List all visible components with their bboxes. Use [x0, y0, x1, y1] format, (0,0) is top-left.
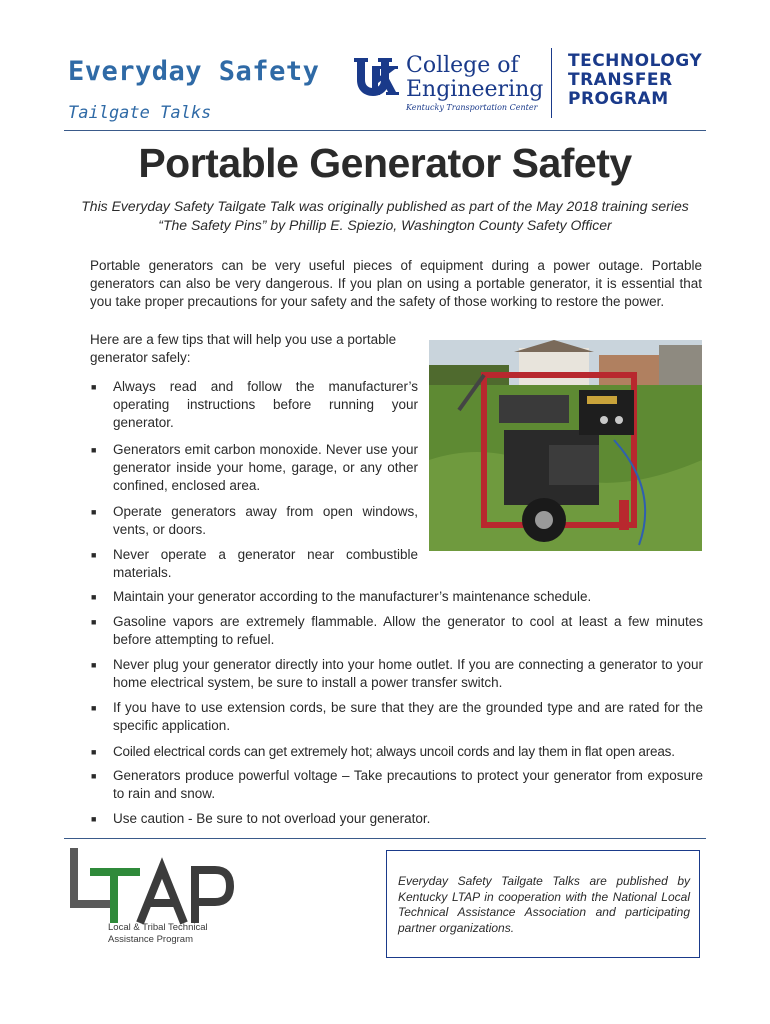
ltap-line-1: Local & Tribal Technical	[108, 922, 208, 933]
page-title: Portable Generator Safety	[138, 140, 632, 186]
list-item: ■ Generators emit carbon monoxide. Never use your generator inside your home, garage, or any other confined, enclosed area.	[91, 442, 418, 493]
list-item: ■ Generators produce powerful voltage – Take precautions to protect your generator from exposure to rain and snow.	[91, 768, 703, 801]
list-item: ■ Coiled electrical cords can get extremely hot; always uncoil cords and lay them in flat open areas.	[91, 744, 675, 759]
header-subtitle: Tailgate Talks	[68, 103, 212, 123]
uk-logo-icon	[352, 56, 400, 100]
bullet-icon: ■	[91, 507, 97, 517]
ttp-line-3: PROGRAM	[568, 89, 669, 109]
list-item: ■ Always read and follow the manufacturer’s operating instructions before running your generator.	[91, 379, 418, 430]
generator-photo	[429, 340, 702, 551]
bullet-icon: ■	[91, 747, 97, 757]
header-title: Everyday Safety	[68, 56, 320, 87]
bullet-icon: ■	[91, 550, 97, 560]
list-item: ■ Use caution - Be sure to not overload your generator.	[91, 811, 431, 826]
ttp-line-2: TRANSFER	[568, 70, 673, 90]
footer-rule	[64, 838, 706, 839]
technology-transfer-program	[568, 52, 702, 109]
college-of-engineering	[406, 54, 543, 102]
ttp-line-1: TECHNOLOGY	[568, 51, 703, 71]
bullet-icon: ■	[91, 771, 97, 781]
bullet-icon: ■	[91, 617, 97, 627]
list-item: ■ Operate generators away from open windows, vents, or doors.	[91, 504, 418, 537]
header-divider	[551, 48, 552, 118]
list-item: ■ Never operate a generator near combustible materials.	[91, 547, 418, 580]
bullet-icon: ■	[91, 382, 97, 392]
ltap-program-name	[108, 922, 208, 946]
paragraph-1: Portable generators can be very useful pieces of equipment during a power outage. Portable generators can also be very dangerous. If you plan on using a portable generator, it is essential that you take proper precautions for your safety and the safety of those working to restore the power.	[90, 258, 702, 309]
college-line-1: College of	[406, 53, 519, 78]
list-item: ■ Gasoline vapors are extremely flammable. Allow the generator to cool at least a few minutes before attempting to refuel.	[91, 614, 703, 647]
bullet-icon: ■	[91, 445, 97, 455]
bullet-icon: ■	[91, 592, 97, 602]
list-item: ■ Never plug your generator directly into your home outlet. If you are connecting a generator to your home electrical system, be sure to install a power transfer switch.	[91, 657, 703, 690]
list-item: ■ Maintain your generator according to the manufacturer’s maintenance schedule.	[91, 589, 592, 604]
header-rule	[64, 130, 706, 131]
bullet-icon: ■	[91, 660, 97, 670]
kentucky-transportation-center: Kentucky Transportation Center	[406, 103, 538, 112]
paragraph-2: Here are a few tips that will help you use a portable generator safely:	[90, 332, 397, 365]
bullet-icon: ■	[91, 703, 97, 713]
intro-text: This Everyday Safety Tailgate Talk was originally published as part of the May 2018 training series “The Safety Pins” by Phillip E. Spiezio, Washington County Safety Officer	[81, 198, 689, 233]
publisher-note: Everyday Safety Tailgate Talks are published by Kentucky LTAP in cooperation with the National Local Technical Assistance Association and participating partner organizations.	[398, 874, 690, 935]
ltap-line-2: Assistance Program	[108, 934, 194, 945]
college-line-2: Engineering	[406, 77, 544, 102]
bullet-icon: ■	[91, 814, 97, 824]
list-item: ■ If you have to use extension cords, be sure that they are the grounded type and are rated for the specific application.	[91, 700, 703, 733]
